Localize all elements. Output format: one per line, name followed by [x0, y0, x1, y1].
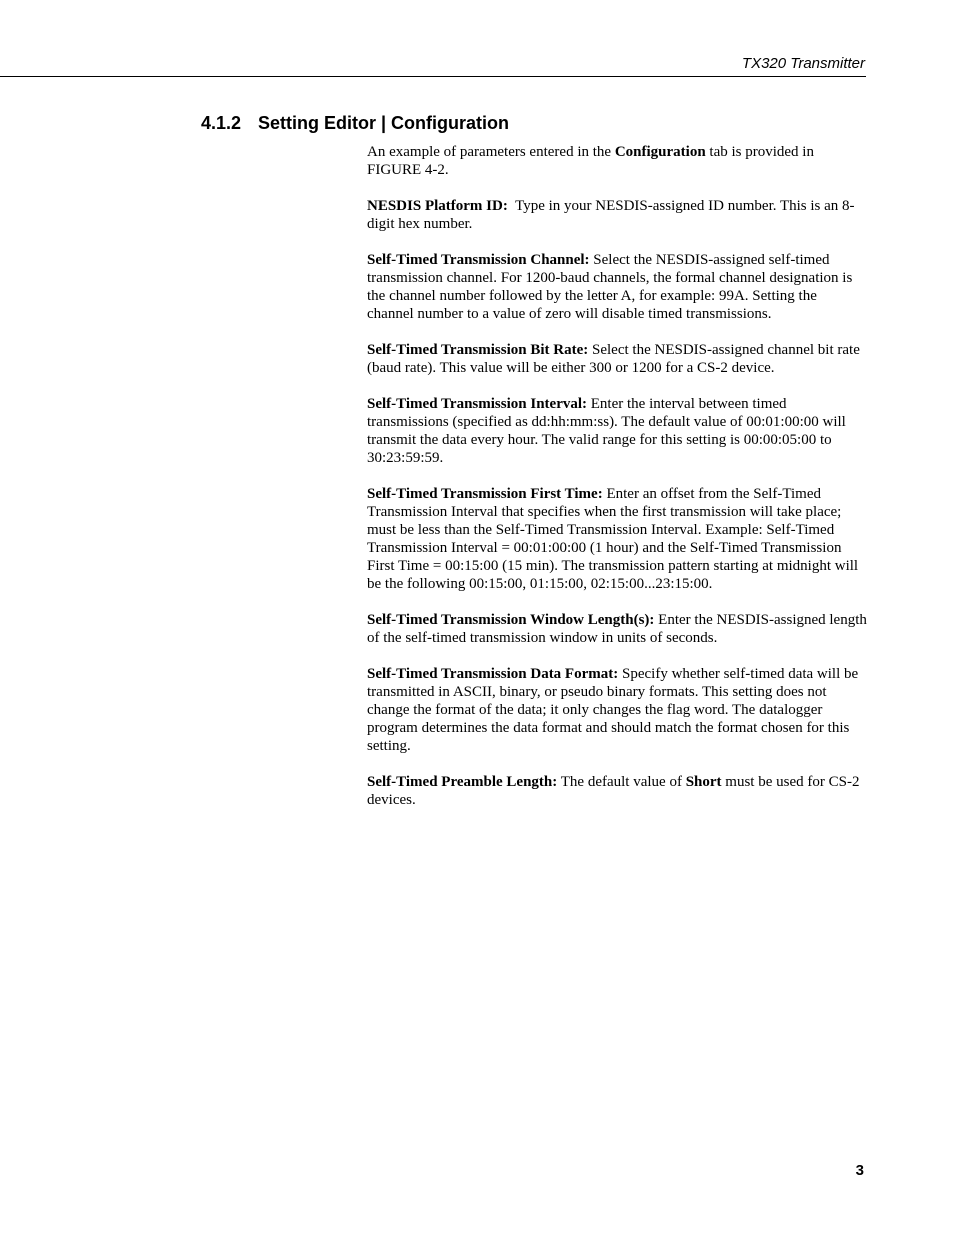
- header-rule: [0, 76, 866, 77]
- paragraph-first-time: [367, 485, 867, 593]
- paragraph-window-length: [367, 611, 867, 647]
- desc-platform-id: Type in your NESDIS-assigned ID number. This is an 8-digit hex number.: [367, 198, 855, 232]
- paragraph-channel: [367, 251, 867, 323]
- intro-text-end: tab is provided in FIGURE 4-2.: [367, 144, 814, 178]
- desc-preamble-end: must be used for CS-2 devices.: [367, 774, 860, 808]
- desc-preamble-start: The default value of: [557, 774, 686, 790]
- section-title: Setting Editor | Configuration: [258, 113, 510, 133]
- page-number: 3: [855, 1162, 864, 1179]
- running-header-title: TX320 Transmitter: [741, 55, 865, 72]
- term-channel: Self-Timed Transmission Channel:: [367, 252, 590, 268]
- body-text: [367, 143, 867, 827]
- desc-channel: Select the NESDIS-assigned self-timed transmission channel. For 1200-baud channels, the formal channel designation is the channel number followed by the letter A, for example: 99A. Setting the channel number to a value of zero will disable timed transmissions.: [367, 252, 853, 322]
- intro-bold-tab-name: Configuration: [614, 144, 706, 160]
- preamble-bold-value: Short: [685, 774, 722, 790]
- term-preamble: Self-Timed Preamble Length:: [367, 774, 558, 790]
- paragraph-data-format: [367, 665, 867, 755]
- desc-interval: Enter the interval between timed transmissions (specified as dd:hh:mm:ss). The default value of 00:01:00:00 will transmit the data every hour. The valid range for this setting is 00:00:05:00 to 30:23:59:59.: [367, 396, 846, 466]
- intro-text-start: An example of parameters entered in the: [367, 144, 615, 160]
- paragraph-preamble: [367, 773, 867, 809]
- paragraph-platform-id: [367, 197, 867, 233]
- desc-bit-rate: Select the NESDIS-assigned channel bit rate (baud rate). This value will be either 300 or 1200 for a CS-2 device.: [367, 342, 860, 376]
- section-heading: [201, 112, 509, 134]
- desc-first-time: Enter an offset from the Self-Timed Transmission Interval that specifies when the first transmission will take place; must be less than the Self-Timed Transmission Interval. Example: Self-Timed Transmission Interval = 00:01:00:00 (1 hour) and the Self-Timed Transmission First Time = 00:15:00 (15 min). The transmission pattern starting at midnight will be the following 00:15:00, 01:15:00, 02:15:00...23:15:00.: [367, 486, 859, 592]
- term-data-format: Self-Timed Transmission Data Format:: [367, 666, 619, 682]
- paragraph-intro: [367, 143, 867, 179]
- term-platform-id: NESDIS Platform ID:: [367, 198, 508, 214]
- paragraph-interval: [367, 395, 867, 467]
- term-window-length: Self-Timed Transmission Window Length(s):: [367, 612, 655, 628]
- desc-window-length: Enter the NESDIS-assigned length of the self-timed transmission window in units of seconds.: [367, 612, 867, 646]
- term-interval: Self-Timed Transmission Interval:: [367, 396, 588, 412]
- paragraph-bit-rate: [367, 341, 867, 377]
- section-number: 4.1.2: [201, 113, 242, 133]
- term-bit-rate: Self-Timed Transmission Bit Rate:: [367, 342, 589, 358]
- term-first-time: Self-Timed Transmission First Time:: [367, 486, 603, 502]
- desc-data-format: Specify whether self-timed data will be transmitted in ASCII, binary, or pseudo binary formats. This setting does not change the format of the data; it only changes the flag word. The datalogger program determines the data format and should match the format chosen for this setting.: [367, 666, 859, 754]
